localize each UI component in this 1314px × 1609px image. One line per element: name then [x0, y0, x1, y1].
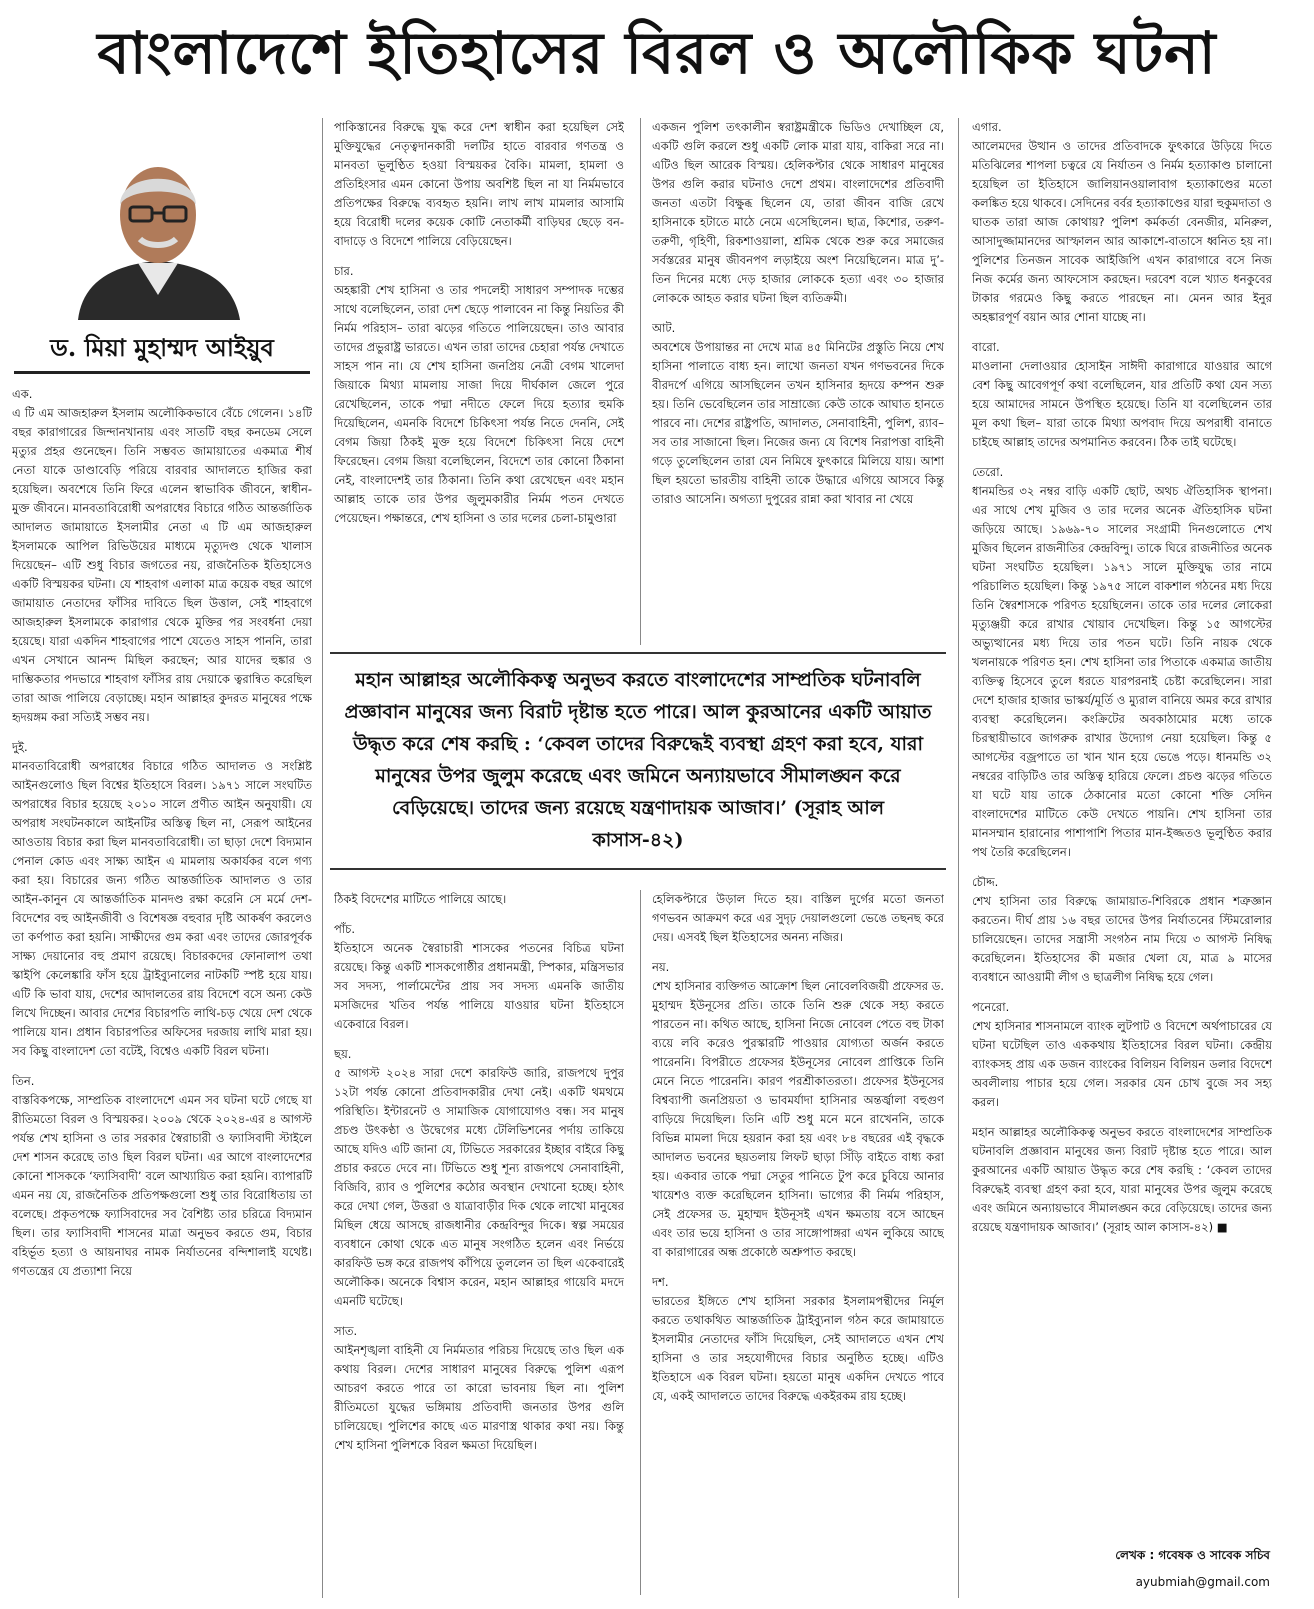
section-heading: এক.: [12, 387, 33, 401]
column-divider: [640, 890, 641, 1595]
article-paragraph: শেখ হাসিনা তার বিরুদ্ধে জামায়াত-শিবিরকে প্রধান শত্রুজ্ঞান করতেন। দীর্ঘ প্রায় ১৬ বছর তাদের উপর নির্যাতনের স্টিমরোলার চালিয়েছেন। তাদের সন্ত্রাসী সংগঠন নাম দিয়ে ৩ আগস্ট নিষিদ্ধ করেছিলেন। ইতিহাসের কী মজার খেলা যে, মাত্র ৯ মাসের ব্যবধানে আওয়ামী লীগ ও ছাত্রলীগ নিষিদ্ধ হয়ে গেল।: [972, 894, 1272, 984]
section-heading: পনেরো.: [972, 1000, 1010, 1014]
article-column-4: [972, 118, 1272, 1543]
section-heading: তেরো.: [972, 465, 1004, 479]
article-paragraph: ধানমন্ডির ৩২ নম্বর বাড়ি একটি ছোট, অথচ ঐতিহাসিক স্থাপনা। এর সাথে শেখ মুজিব ও তার দলের অনেক ঐতিহাসিক ঘটনা জড়িয়ে আছে। ১৯৬৯-৭০ সালের সংগ্রামী দিনগুলোতে শেখ মুজিব ছিলেন রাজনীতির কেন্দ্রবিন্দু। তাকে ঘিরে রাজনীতির অনেক ঘটনা সংঘটিত হয়েছিল। ১৯৭১ সালে মুক্তিযুদ্ধ তার নামে পরিচালিত হয়েছিল। কিন্তু ১৯৭৫ সালে বাকশাল গঠনের মধ্য দিয়ে তিনি স্বৈরশাসকে পরিণত হয়েছিলেন। তাকে তার দলের লোকেরা মৃত্যুঞ্জয়ী করে রাখার খোয়াব দেখেছিল। কিন্তু ১৫ আগস্টের অভ্যুত্থানের মধ্য দিয়ে তার পতন ঘটে। তিনি নায়ক থেকে খলনায়কে পরিণত হন। শেখ হাসিনা তার পিতাকে একমাত্র জাতীয় ব্যক্তিত্ব হিসেবে তুলে ধরতে যারপরনাই চেষ্টা করেছিলেন। সারা দেশে হাজার হাজার ভাস্কর্য/মূর্তি ও ম্যুরাল বানিয়ে অমর করে রাখার ব্যবস্থা করেছিলেন। কংক্রিটের অবকাঠামোর মধ্যে তাকে চিরস্থায়ীভাবে জাগরুক রাখার উদ্যোগ নেয়া হয়েছিল। কিন্তু ৫ আগস্টের বজ্রপাতে তা খান খান হয়ে ভেঙে পড়ে। ধানমন্ডি ৩২ নম্বরের বাড়িটিও তার অস্তিত্ব হারিয়ে ফেলে। প্রচণ্ড ঝড়ের গতিতে যা ঘটে যায় তাকে ঠেকানোর মতো কোনো শক্তি সেদিন বাংলাদেশের মাটিতে কেউ দেখতে পায়নি। শেখ হাসিনা তার মানসম্মান হারানোর পাশাপাশি পিতার মান-ইজ্জতও ভূলুণ্ঠিত করার পথ তৈরি করেছিলেন।: [972, 484, 1272, 859]
article-paragraph: মহান আল্লাহর অলৌকিকত্ব অনুভব করতে বাংলাদেশের সাম্প্রতিক ঘটনাবলি প্রজ্ঞাবান মানুষের জন্য বিরাট দৃষ্টান্ত হতে পারে। আল কুরআনের একটি আয়াত উদ্ধৃত করে শেষ করছি : ‘কেবল তাদের বিরুদ্ধেই ব্যবস্থা গ্রহণ করা হবে, যারা মানুষের উপর জুলুম করেছে এবং জমিনে অন্যায়ভাবে সীমালঙ্ঘন করে বেড়িয়েছে। তাদের জন্য রয়েছে যন্ত্রণাদায়ক আজাব।’ (সূরাহ আল কাসাস-৪২) ■: [972, 1125, 1272, 1234]
column-divider: [958, 118, 959, 1598]
section-heading: চৌদ্দ.: [972, 875, 999, 889]
article-paragraph: আলেমদের উত্থান ও তাদের প্রতিবাদকে ফুৎকারে উড়িয়ে দিতে মতিঝিলের শাপলা চত্বরে যে নির্যাতন ও নির্মম হত্যাকাণ্ড চালানো হয়েছিল তা ইতিহাসে জালিয়ানওয়ালাবাগ হত্যাকাণ্ডের মতো কলঙ্কিত হয়ে থাকবে। সেদিনের বর্বর হত্যাকাণ্ডের যারা হুকুমদাতা ও ঘাতক তারা আজ কোথায়? পুলিশ কর্মকর্তা বেনজীর, মনিরুল, আসাদুজ্জামানদের আস্ফালন আর আকাশে-বাতাসে ধ্বনিত হয় না। পুলিশের তিনজন সাবেক আইজিপি এখন কারাগারে বসে নিজ নিজ কর্মের জন্য আফসোস করছেন। দরবেশ বলে খ্যাত ধনকুবের টাকার গরমেও কিছু করতে পারছেন না। মেনন আর ইনুর অহঙ্কারপূর্ণ বয়ান আর শোনা যাচ্ছে না।: [972, 139, 1272, 324]
section-heading: আট.: [652, 321, 676, 335]
section-heading: তিন.: [12, 1074, 35, 1088]
article-paragraph: ভারতের ইঙ্গিতে শেখ হাসিনা সরকার ইসলামপন্থীদের নির্মূল করতে তথাকথিত আন্তর্জাতিক ট্রাইব্যুনাল গঠন করে জামায়াতে ইসলামীর নেতাদের ফাঁসি দিয়েছিল, সেই আদালতে এখন শেখ হাসিনা ও তার সহযোগীদের বিচার অনুষ্ঠিত হচ্ছে। এটিও ইতিহাসে এক বিরল ঘটনা। হয়তো মানুষ একদিন দেখতে পাবে যে, একই আদালতে তাদের বিরুদ্ধে একইরকম রায় হচ্ছে।: [652, 1294, 944, 1403]
article-paragraph: মাওলানা দেলাওয়ার হোসাইন সাঈদী কারাগারে যাওয়ার আগে বেশ কিছু আবেগপূর্ণ কথা বলেছিলেন, যার প্রতিটি কথা যেন সত্য হয়ে আমাদের সামনে উপস্থিত হয়েছে। তিনি যা বলেছিলেন তার মূল কথা ছিল– যারা তাকে মিথ্যা অপবাদ দিয়ে অপরাধী বানাতে চাইছে আল্লাহ তাদের অপমানিত করবেন। ঠিক তাই ঘটেছে।: [972, 359, 1272, 449]
article-paragraph: মানবতাবিরোধী অপরাধের বিচারে গঠিত আদালত ও সংশ্লিষ্ট আইনগুলোও ছিল বিশ্বের ইতিহাসে বিরল। ১৯৭১ সালে সংঘটিত অপরাধের বিচার হয়েছে ২০১০ সালে প্রণীত আইন অনুযায়ী। যে অপরাধ সংঘটনকালে আইনটির অস্তিত্ব ছিল না, সেরূপ আইনের আওতায় বিচার করা ছিল মানবতাবিরোধী। তা ছাড়া দেশে বিদ্যমান পেনাল কোড এবং সাক্ষ্য আইন এ মামলায় অকার্যকর বলে গণ্য করা হয়। বিচারের জন্য গঠিত আন্তর্জাতিক আদালত ও তার আইন-কানুন যে আন্তর্জাতিক মানদণ্ড রক্ষা করেনি সে মর্মে দেশ-বিদেশের বহু আইনজীবী ও বিশেষজ্ঞ বহুবার দৃষ্টি আকর্ষণ করলেও তা কর্ণপাত করা হয়নি। সাক্ষীদের গুম করা এবং তাদের জোরপূর্বক সাক্ষ্য দেয়ানোর বহু প্রমাণ রয়েছে। বিচারকদের ফোনালাপ তথা স্কাইপি কেলেঙ্কারি ফাঁস হয়ে ট্রাইব্যুনালের নাটকটি স্পষ্ট হয়ে যায়। এটি কি ভাবা যায়, দেশের আদালতের রায় বিদেশে বসে অন্য কেউ লিখে দিচ্ছেন। আবার দেশের বিচারপতি লাথি-চড় খেয়ে দেশ থেকে পালিয়ে যান। প্রধান বিচারপতির অফিসের দরজায় লাথি মারা হয়। সব কিছু বাংলাদেশ তো বটেই, বিশ্বেও একটি বিরল ঘটনা।: [12, 759, 312, 1058]
author-photo: [68, 135, 248, 320]
article-paragraph: ইতিহাসে অনেক স্বৈরাচারী শাসকের পতনের বিচিত্র ঘটনা রয়েছে। কিন্তু একটি শাসকগোষ্ঠীর প্রধানমন্ত্রী, স্পিকার, মন্ত্রিসভার সব সদস্য, পার্লামেন্টের প্রায় সব সদস্য এমনকি জাতীয় মসজিদের খতিব পর্যন্ত পালিয়ে যাওয়ার ঘটনা ইতিহাসে একেবারে বিরল।: [334, 941, 624, 1031]
section-heading: সাত.: [334, 1324, 358, 1338]
article-paragraph: ঠিকই বিদেশের মাটিতে পালিয়ে আছে।: [334, 892, 507, 906]
author-name: ড. মিয়া মুহাম্মদ আইয়ুব: [14, 325, 310, 374]
section-heading: ছয়.: [334, 1047, 352, 1061]
section-heading: দুই.: [12, 740, 28, 754]
article-column-3-bottom: [652, 890, 944, 1595]
article-column-3-top: [652, 118, 944, 645]
column-divider: [640, 118, 641, 645]
section-heading: বারো.: [972, 340, 1000, 354]
section-heading: চার.: [334, 264, 354, 278]
article-column-2-top: [334, 118, 624, 645]
article-column-1: [12, 385, 312, 1600]
article-column-2-bottom: [334, 890, 624, 1595]
article-paragraph: শেখ হাসিনার শাসনামলে ব্যাংক লুটপাট ও বিদেশে অর্থপাচারের যে ঘটনা ঘটেছিল তাও এককথায় ইতিহাসের বিরল ঘটনা। কেন্দ্রীয় ব্যাংকসহ প্রায় এক ডজন ব্যাংকের বিলিয়ন বিলিয়ন ডলার বিদেশে অবলীলায় পাচার হয়ে গেল। সরকার যেন চোখ বুজে সব সহ্য করল।: [972, 1019, 1272, 1109]
section-heading: দশ.: [652, 1275, 669, 1289]
section-heading: এগার.: [972, 120, 1002, 134]
author-credit: লেখক : গবেষক ও সাবেক সচিব: [1115, 1548, 1270, 1562]
section-heading: নয়.: [652, 960, 670, 974]
section-heading: পাঁচ.: [334, 922, 356, 936]
article-paragraph: অহঙ্কারী শেখ হাসিনা ও তার পদলেহী সাধারণ সম্পাদক দম্ভের সাথে বলেছিলেন, তারা দেশ ছেড়ে পালাবেন না কিন্তু নিয়তির কী নির্মম পরিহাস– তারা ঝড়ের গতিতে পালিয়েছেন। তাও আবার তাদের প্রভুরাষ্ট্র ভারতে। এখন তারা তাদের চেহারা পর্যন্ত দেখাতে সাহস পান না। যে শেখ হাসিনা জনপ্রিয় নেত্রী বেগম খালেদা জিয়াকে মিথ্যা মামলায় সাজা দিয়ে দীর্ঘকাল জেলে পুরে রেখেছিলেন, তাকে পদ্মা নদীতে ফেলে দিয়ে হত্যার হুমকি দিয়েছিলেন, এমনকি বিদেশে চিকিৎসা পর্যন্ত নিতে দেননি, সেই বেগম জিয়া ঠিকই মুক্ত হয়ে বিদেশে চিকিৎসা নিয়ে দেশে ফিরেছেন। বেগম জিয়া বলেছিলেন, বিদেশে তার কোনো ঠিকানা নেই, বাংলাদেশই তার ঠিকানা। তিনি কথা রেখেছেন এবং মহান আল্লাহ তাকে তার উপর জুলুমকারীর নির্মম পতন দেখতে পেয়েছেন। পক্ষান্তরে, শেখ হাসিনা ও তার দলের চেলা-চামুণ্ডারা: [334, 283, 624, 525]
article-paragraph: অবশেষে উপায়ান্তর না দেখে মাত্র ৪৫ মিনিটের প্রস্তুতি নিয়ে শেখ হাসিনা পালাতে বাধ্য হন। লাখো জনতা যখন গণভবনের দিকে বীরদর্পে এগিয়ে আসছিলেন তখন হাসিনার হৃদয়ে কম্পন শুরু হয়। তিনি ভেবেছিলেন তার সাম্রাজ্যে কেউ তাকে আঘাত হানতে পারবে না। দেশের রাষ্ট্রপতি, আদালত, সেনাবাহিনী, পুলিশ, র‍্যাব– সব তার সাজানো ছিল। নিজের জন্য যে বিশেষ নিরাপত্তা বাহিনী গড়ে তুলেছিলেন তারা যেন নিমিষে ফুৎকারে মিলিয়ে যায়। আশা ছিল হয়তো ভারতীয় বাহিনী তাকে উদ্ধারে এগিয়ে আসবে কিন্তু তারাও আসেনি। অগত্যা দুপুরের রান্না করা খাবার না খেয়ে: [652, 340, 944, 506]
article-paragraph: পাকিস্তানের বিরুদ্ধে যুদ্ধ করে দেশ স্বাধীন করা হয়েছিল সেই মুক্তিযুদ্ধের নেতৃত্বদানকারী দলটির হাতে বারবার গণতন্ত্র ও মানবতা ভূলুণ্ঠিত হওয়া বিস্ময়কর বৈকি। মামলা, হামলা ও প্রতিহিংসার এমন কোনো উপায় অবশিষ্ট ছিল না যা নির্মমভাবে প্রতিপক্ষের বিরুদ্ধে ব্যবহৃত হয়নি। লাখ লাখ মামলার আসামি হয়ে বিরোধী দলের কয়েক কোটি নেতাকর্মী বাড়িঘর ছেড়ে বন-বাদাড়ে ও বিদেশে পালিয়ে বেড়িয়েছেন।: [334, 120, 624, 248]
column-divider: [322, 118, 323, 1598]
pull-quote: মহান আল্লাহর অলৌকিকত্ব অনুভব করতে বাংলাদেশের সাম্প্রতিক ঘটনাবলি প্রজ্ঞাবান মানুষের জন্য বিরাট দৃষ্টান্ত হতে পারে। আল কুরআনের একটি আয়াত উদ্ধৃত করে শেষ করছি : ‘কেবল তাদের বিরুদ্ধেই ব্যবস্থা গ্রহণ করা হবে, যারা মানুষের উপর জুলুম করেছে এবং জমিনে অন্যায়ভাবে সীমালঙ্ঘন করে বেড়িয়েছে। তাদের জন্য রয়েছে যন্ত্রণাদায়ক আজাব।’ (সূরাহ আল কাসাস-৪২): [330, 652, 946, 870]
article-paragraph: একজন পুলিশ তৎকালীন স্বরাষ্ট্রমন্ত্রীকে ভিডিও দেখাচ্ছিল যে, একটি গুলি করলে শুধু একটি লোক মারা যায়, বাকিরা সরে না। এটিও ছিল আরেক বিস্ময়। হেলিকপ্টার থেকে সাধারণ মানুষের উপর গুলি করার ঘটনাও দেশে প্রথম। বাংলাদেশের প্রতিবাদী জনতা এতটা বিক্ষুব্ধ ছিলেন যে, তারা জীবন বাজি রেখে হাসিনাকে হটাতে মাঠে নেমে এসেছিলেন। ছাত্র, কিশোর, তরুণ-তরুণী, গৃহিণী, রিকশাওয়ালা, শ্রমিক থেকে শুরু করে সমাজের সর্বস্তরের মানুষ জীবনপণ লড়াইয়ে অংশ নিয়েছিলেন। মাত্র দু’-তিন দিনের মধ্যে দেড় হাজার লোককে হত্যা এবং ৩০ হাজার লোককে আহত করার ঘটনা ছিল ব্যতিক্রমী।: [652, 120, 944, 305]
article-paragraph: বাস্তবিকপক্ষে, সাম্প্রতিক বাংলাদেশে এমন সব ঘটনা ঘটে গেছে যা রীতিমতো বিরল ও বিস্ময়কর। ২০০৯ থেকে ২০২৪-এর ৪ আগস্ট পর্যন্ত শেখ হাসিনা ও তার সরকার স্বৈরাচারী ও ফ্যাসিবাদী স্টাইলে দেশ শাসন করেছে তাও ছিল বিরল ঘটনা। এর আগে বাংলাদেশের কোনো শাসককে ‘ফ্যাসিবাদী’ বলে আখ্যায়িত করা হয়নি। ব্যাপারটি এমন নয় যে, রাজনৈতিক প্রতিপক্ষগুলো শুধু তার বিরোধিতায় তা বলেছে। প্রকৃতপক্ষে ফ্যাসিবাদের সব বৈশিষ্ট্য তার চরিত্রে বিদ্যমান ছিল। তার ফ্যাসিবাদী শাসনের মাত্রা অনুভব করতে গুম, বিচার বহির্ভূত হত্যা ও আয়নাঘর নামক নির্যাতনের বন্দিশালাই যথেষ্ট। গণতন্ত্রের যে প্রত্যাশা নিয়ে: [12, 1093, 312, 1278]
article-paragraph: ৫ আগস্ট ২০২৪ সারা দেশে কারফিউ জারি, রাজপথে দুপুর ১২টা পর্যন্ত কোনো প্রতিবাদকারীর দেখা নেই। একটি থমথমে পরিস্থিতি। ইন্টারনেট ও সামাজিক যোগাযোগও বন্ধ। সব মানুষ প্রচণ্ড উৎকণ্ঠা ও উদ্বেগের মধ্যে টেলিভিশনের পর্দায় তাকিয়ে আছে যদিও এটি জানা যে, টিভিতে সরকারের ইচ্ছার বাইরে কিছু প্রচার করতে দেবে না। টিভিতে শুধু শূন্য রাজপথে সেনাবাহিনী, বিজিবি, র‍্যাব ও পুলিশের কঠোর অবস্থান দেখানো হচ্ছে। হঠাৎ করে দেখা গেল, উত্তরা ও যাত্রাবাড়ীর দিক থেকে লাখো মানুষের মিছিল ধেয়ে আসছে রাজধানীর কেন্দ্রবিন্দুর দিকে। স্বল্প সময়ের ব্যবধানে কোথা থেকে এত মানুষ সংগঠিত হলেন এবং নির্ভয়ে কারফিউ ভঙ্গ করে রাজপথ কাঁপিয়ে তুললেন তা ছিল একেবারেই অলৌকিক। অনেকে বিশ্বাস করেন, মহান আল্লাহর গায়েবি মদদে এমনটি ঘটেছে।: [334, 1066, 624, 1308]
headline: বাংলাদেশে ইতিহাসের বিরল ও অলৌকিক ঘটনা: [97, 19, 1217, 87]
article-paragraph: এ টি এম আজহারুল ইসলাম অলৌকিকভাবে বেঁচে গেলেন। ১৪টি বছর কারাগারের জিন্দানখানায় এবং সাতটি বছর কনডেম সেলে মৃত্যুর প্রহর গুনেছেন। তিনি সম্ভবত জামায়াতের একমাত্র শীর্ষ নেতা যাকে ডাণ্ডাবেড়ি পরিয়ে বারবার আদালতে হাজির করা হয়েছিল। অবশেষে তিনি ফিরে এলেন স্বাভাবিক জীবনে, স্বাধীন-মুক্ত জীবনে। মানবতাবিরোধী অপরাধের বিচারে গঠিত আন্তর্জাতিক আদালত জামায়াতে ইসলামীর নেতা এ টি এম আজহারুল ইসলামকে আপিল রিভিউয়ের মাধ্যমে মৃত্যুদণ্ড থেকে খালাস দিয়েছেন– এটি শুধু বিচার জগতের নয়, রাজনৈতিক ইতিহাসেও একটি বিস্ময়কর ঘটনা। যে শাহবাগ এলাকা মাত্র কয়েক বছর আগে জামায়াত নেতাদের ফাঁসির দাবিতে ছিল উত্তাল, সেই শাহবাগে আজহারুল ইসলামকে কারাগার থেকে মুক্তির পর সংবর্ধনা দেয়া হয়েছে। যারা একদিন শাহবাগের পাশে যেতেও সাহস পাননি, তারা এখন সেখানে আনন্দ মিছিল করছেন; আর যাদের হুঙ্কার ও দাম্ভিকতার পদভারে শাহবাগ ফাঁসির রায় দেয়াকে ত্বরান্বিত করেছিল তারা আজ পালিয়ে বেড়াচ্ছে। মহান আল্লাহর কুদরত মানুষের পক্ষে হৃদয়ঙ্গম করা সত্যিই সম্ভব নয়।: [12, 406, 312, 724]
author-email: ayubmiah@gmail.com: [1135, 1575, 1270, 1589]
article-paragraph: হেলিকপ্টারে উড়াল দিতে হয়। বাস্তিল দুর্গের মতো জনতা গণভবন আক্রমণ করে এর সুদৃঢ় দেয়ালগুলো ভেঙে তছনছ করে দেয়। এসবই ছিল ইতিহাসের অনন্য নজির।: [652, 892, 944, 944]
article-paragraph: আইনশৃঙ্খলা বাহিনী যে নির্মমতার পরিচয় দিয়েছে তাও ছিল এক কথায় বিরল। দেশের সাধারণ মানুষের বিরুদ্ধে পুলিশ এরূপ আচরণ করতে পারে তা কারো ভাবনায় ছিল না। পুলিশ রীতিমতো যুদ্ধের ভঙ্গিমায় প্রতিবাদী জনতার উপর গুলি চালিয়েছে। পুলিশের কাছে এত মারণাস্ত্র থাকার কথা নয়। কিন্তু শেখ হাসিনা পুলিশকে বিরল ক্ষমতা দিয়েছিল।: [334, 1343, 624, 1452]
article-paragraph: শেখ হাসিনার ব্যক্তিগত আক্রোশ ছিল নোবেলবিজয়ী প্রফেসর ড. মুহাম্মদ ইউনূসের প্রতি। তাকে তিনি শুরু থেকে সহ্য করতে পারতেন না। কথিত আছে, হাসিনা নিজে নোবেল পেতে বহু টাকা ব্যয়ে লবি করেও পুরস্কারটি পাওয়ার যোগ্যতা অর্জন করতে পারেননি। বিপরীতে প্রফেসর ইউনূসের নোবেল প্রাপ্তিকে তিনি মেনে নিতে পারেননি। কারণ পরশ্রীকাতরতা। প্রফেসর ইউনূসের বিশ্বব্যাপী জনপ্রিয়তা ও ভাবমর্যাদা হাসিনার অন্তর্জ্বালা বহুগুণ বাড়িয়ে দিয়েছিল। তিনি এটি শুধু মনে মনে রাখেননি, তাকে বিভিন্ন মামলা দিয়ে হয়রান করা হয় এবং ৮৪ বছরের এই বৃদ্ধকে আদালত ভবনের ছয়তলায় লিফট ছাড়া সিঁড়ি বাইতে বাধ্য করা হয়। একবার তাকে পদ্মা সেতুর পানিতে টুপ করে চুবিয়ে আনার খায়েশও ব্যক্ত করেছিলেন হাসিনা। ভাগ্যের কী নির্মম পরিহাস, সেই প্রফেসর ড. মুহাম্মদ ইউনূসই এখন ক্ষমতায় বসে আছেন এবং তার ভয়ে হাসিনা ও তার সাঙ্গোপাঙ্গরা এখন লুকিয়ে আছে বা কারাগারের অন্ধ প্রকোষ্ঠে অশ্রুপাত করছে।: [652, 979, 944, 1259]
